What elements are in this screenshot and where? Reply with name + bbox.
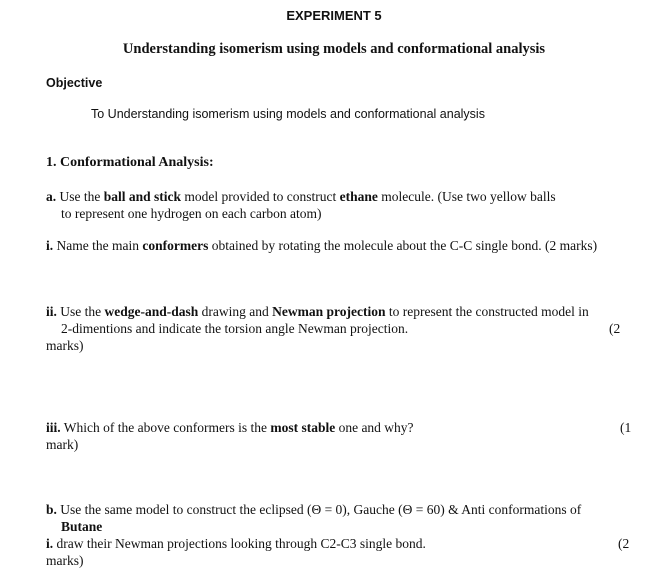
- part-a-bold-ball-and-stick: ball and stick: [103, 189, 182, 204]
- part-a-text-2: model provided to construct: [181, 189, 340, 204]
- part-b-sub-question: [46, 536, 426, 552]
- question-ii-marks-cont: marks): [46, 338, 84, 353]
- part-b-line-2: Butane: [61, 519, 103, 534]
- part-b-marks-cont: marks): [46, 553, 84, 568]
- part-b-marks: (2: [618, 536, 630, 551]
- question-iii-label: iii.: [46, 420, 61, 435]
- part-b-sub-label: i.: [46, 536, 54, 551]
- question-ii-marks: (2: [609, 321, 621, 336]
- section-heading: 1. Conformational Analysis:: [46, 155, 214, 170]
- objective-heading: Objective: [46, 76, 103, 90]
- question-i-text-2: obtained by rotating the molecule about the C-C single bond. (2 marks): [208, 238, 598, 253]
- part-b-line-1: [46, 502, 581, 518]
- question-ii-text-1: Use the: [56, 304, 105, 319]
- question-ii-bold-newman: Newman projection: [272, 304, 386, 319]
- question-i-bold-conformers: conformers: [142, 238, 209, 253]
- question-i-label: i.: [46, 238, 54, 253]
- question-iii-text-2: one and why?: [335, 420, 414, 435]
- part-b-text-1: Use the same model to construct the eclipsed (Θ = 0), Gauche (Θ = 60) & Anti conformations of: [56, 502, 582, 517]
- part-a-bold-ethane: ethane: [339, 189, 378, 204]
- question-iii-text-1: Which of the above conformers is the: [60, 420, 271, 435]
- experiment-title: EXPERIMENT 5: [286, 8, 382, 23]
- question-ii-bold-wedge-dash: wedge-and-dash: [104, 304, 199, 319]
- part-a-line-2: to represent one hydrogen on each carbon atom): [61, 206, 322, 221]
- question-ii-label: ii.: [46, 304, 57, 319]
- question-ii-text-2: drawing and: [198, 304, 273, 319]
- question-iii-marks: (1: [620, 420, 632, 435]
- part-a-text-1: Use the: [56, 189, 104, 204]
- objective-text: To Understanding isomerism using models and conformational analysis: [91, 107, 485, 121]
- question-i: [46, 238, 597, 254]
- question-ii-text-3: to represent the constructed model in: [385, 304, 589, 319]
- question-iii-marks-cont: mark): [46, 437, 79, 452]
- part-b-label: b.: [46, 502, 57, 517]
- part-a-line-1: [46, 189, 556, 205]
- question-ii-line-2: 2-dimentions and indicate the torsion angle Newman projection.: [61, 321, 409, 336]
- part-b-sub-text: draw their Newman projections looking through C2-C3 single bond.: [53, 536, 426, 551]
- part-a-text-3: molecule. (Use two yellow balls: [377, 189, 556, 204]
- page-title: Understanding isomerism using models and conformational analysis: [122, 41, 546, 57]
- question-i-text-1: Name the main: [53, 238, 143, 253]
- question-iii: [46, 420, 414, 436]
- question-iii-bold-most-stable: most stable: [270, 420, 336, 435]
- question-ii-line-1: [46, 304, 589, 320]
- part-a-label: a.: [46, 189, 57, 204]
